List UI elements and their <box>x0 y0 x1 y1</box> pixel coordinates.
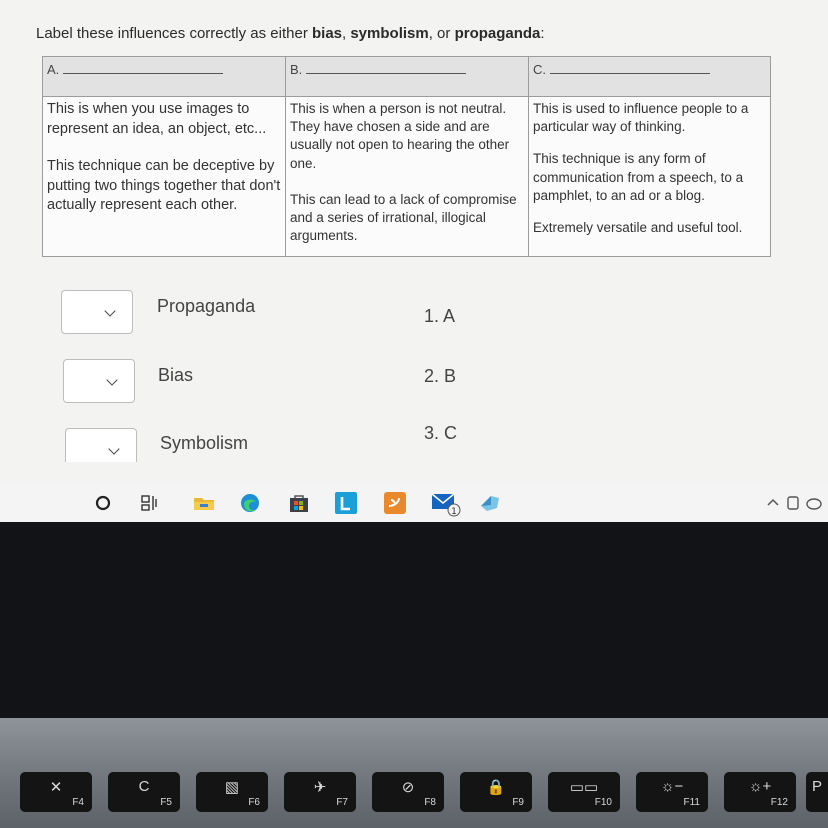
l-app-icon[interactable] <box>334 492 358 514</box>
store-icon[interactable] <box>287 492 311 514</box>
answer-dropdown-3[interactable] <box>65 428 137 462</box>
cell-a <box>43 97 286 257</box>
chat-app-icon[interactable] <box>383 492 407 514</box>
mail-icon[interactable] <box>430 490 462 518</box>
answer-option-2: 2. B <box>424 366 457 386</box>
instruction-sep2: , or <box>428 25 455 42</box>
term-propaganda: Propaganda <box>157 296 256 316</box>
influence-table <box>42 56 771 257</box>
blank-line <box>63 62 223 74</box>
cloud-icon <box>807 499 821 509</box>
search-circle-icon[interactable] <box>92 492 116 514</box>
key-print[interactable]: P <box>806 772 828 812</box>
table-row <box>43 97 771 257</box>
term-bias: Bias <box>158 365 194 385</box>
key-f8[interactable]: ⊘ F8 <box>372 772 444 812</box>
blank-line <box>306 62 466 74</box>
cell-text: Extremely versatile and useful tool. <box>533 220 743 236</box>
chevron-down-icon <box>104 305 115 316</box>
key-f7[interactable]: ✈ F7 <box>284 772 356 812</box>
term-symbolism: Symbolism <box>160 433 249 453</box>
mail-badge: 1 <box>451 507 457 517</box>
answer-dropdown-2[interactable] <box>63 359 135 403</box>
cell-c <box>529 97 771 257</box>
instruction-sep1: , <box>342 25 351 42</box>
cell-text: This is when a person is not neutral. They have chosen a side and are usually not open to hearing the other one. <box>290 101 510 171</box>
cell-b <box>286 97 529 257</box>
instruction-propaganda: propaganda <box>454 25 541 42</box>
header-c: C. <box>529 57 771 97</box>
file-explorer-icon[interactable] <box>192 492 216 514</box>
battery-icon <box>788 497 798 509</box>
answer-dropdown-1[interactable] <box>61 290 133 334</box>
key-f4[interactable]: ✕ F4 <box>20 772 92 812</box>
instruction-text <box>36 25 545 42</box>
chevron-down-icon <box>108 443 119 454</box>
taskbar <box>0 482 828 522</box>
answer-option-1: 1. A <box>424 306 456 326</box>
key-f12[interactable]: ☼+ F12 <box>724 772 796 812</box>
instruction-suffix: : <box>540 25 545 42</box>
cell-text: This technique can be deceptive by putting two things together that don't actually represent each other. <box>47 158 281 214</box>
instruction-bias: bias <box>311 25 342 42</box>
header-a: A. <box>43 57 286 97</box>
laptop-bezel <box>0 522 828 718</box>
key-f10[interactable]: ▭▭ F10 <box>548 772 620 812</box>
key-f5[interactable]: C F5 <box>108 772 180 812</box>
instruction-prefix: Label these influences correctly as either <box>36 25 312 42</box>
key-f9[interactable]: 🔒 F9 <box>460 772 532 812</box>
system-tray[interactable] <box>764 492 824 514</box>
instruction-symbolism: symbolism <box>350 25 429 42</box>
key-f6[interactable]: ▧ F6 <box>196 772 268 812</box>
chevron-down-icon <box>106 374 117 385</box>
answer-option-3: 3. C <box>424 423 458 443</box>
edge-icon[interactable] <box>238 492 262 514</box>
cell-text: This technique is any form of communication from a speech, to a pamphlet, to an ad or a blog. <box>533 151 744 203</box>
cell-text: This can lead to a lack of compromise and a series of irrational, illogical arguments. <box>290 191 517 244</box>
table-header-row <box>43 57 771 97</box>
chevron-up-icon <box>768 500 778 505</box>
cell-text: This is when you use images to represent an idea, an object, etc... <box>47 101 267 137</box>
key-f11[interactable]: ☼− F11 <box>636 772 708 812</box>
blue-app-icon[interactable] <box>478 492 502 514</box>
task-view-icon[interactable] <box>138 492 162 514</box>
blank-line <box>550 62 710 74</box>
cell-text: This is used to influence people to a particular way of thinking. <box>533 101 749 135</box>
header-b: B. <box>286 57 529 97</box>
